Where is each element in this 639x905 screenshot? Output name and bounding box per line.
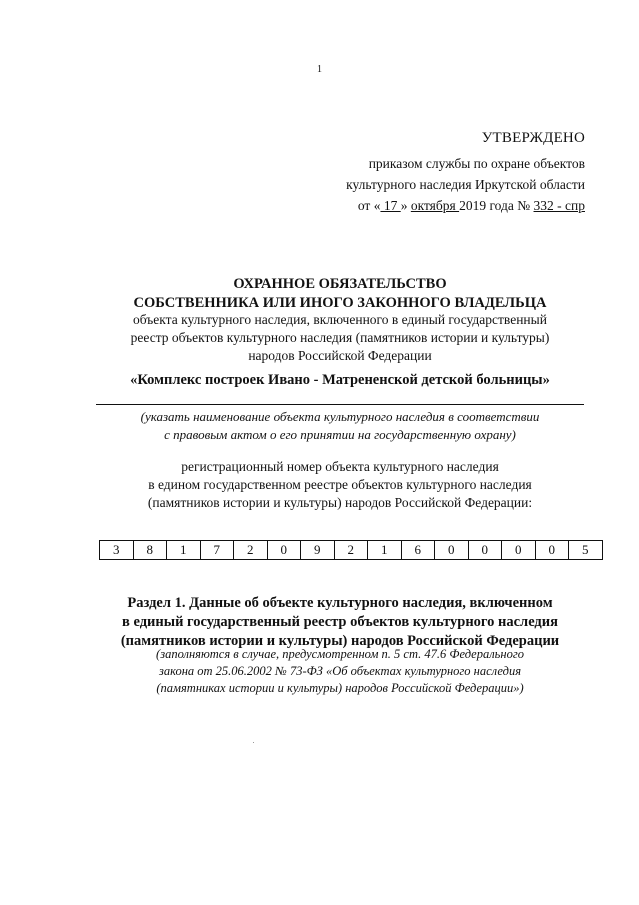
registration-line: регистрационный номер объекта культурного наследия <box>181 459 499 474</box>
document-heading <box>60 275 620 313</box>
subheading-line: народов Российской Федерации <box>248 348 432 363</box>
date-year: 2019 года № <box>459 198 534 213</box>
registration-digit: 7 <box>200 541 234 560</box>
approval-line: культурного наследия Иркутской области <box>346 177 585 192</box>
registration-line: в едином государственном реестре объектов культурного наследия <box>148 477 532 492</box>
section-title-line: (памятников истории и культуры) народов Российской Федерации <box>120 633 560 649</box>
registration-number-table <box>99 540 603 560</box>
heading-line: СОБСТВЕННИКА ИЛИ ИНОГО ЗАКОННОГО ВЛАДЕЛЬЦА <box>133 295 547 311</box>
registration-digit: 0 <box>435 541 469 560</box>
document-subheading <box>60 311 620 365</box>
registration-digit: 0 <box>267 541 301 560</box>
object-name-hint <box>60 408 620 444</box>
registration-digit: 0 <box>468 541 502 560</box>
registration-digit: 2 <box>234 541 268 560</box>
approval-title: УТВЕРЖДЕНО <box>481 130 585 146</box>
hint-line: с правовым актом о его принятии на государственную охрану) <box>164 427 516 442</box>
registration-digit: 1 <box>167 541 201 560</box>
approval-block <box>346 128 585 216</box>
hint-line: (указать наименование объекта культурного наследия в соответствии <box>140 409 540 424</box>
registration-digit: 9 <box>301 541 335 560</box>
registration-digit: 0 <box>535 541 569 560</box>
underline-rule <box>96 404 584 405</box>
registration-digit: 3 <box>100 541 134 560</box>
page-number: 1 <box>317 64 322 75</box>
registration-digit: 8 <box>133 541 167 560</box>
section-1-title <box>60 594 620 651</box>
section-title-line: в единый государственный реестр объектов культурного наследия <box>122 614 558 630</box>
registration-digit: 2 <box>334 541 368 560</box>
registration-line: (памятников истории и культуры) народов Российской Федерации: <box>147 495 533 510</box>
section-1-note <box>60 646 620 697</box>
registration-digit: 6 <box>401 541 435 560</box>
approval-line: приказом службы по охране объектов <box>368 156 585 171</box>
section-note-line: (заполняются в случае, предусмотренном п. 5 ст. 47.6 Федерального <box>156 647 524 661</box>
section-title-line: Раздел 1. Данные об объекте культурного наследия, включенном <box>127 595 553 611</box>
section-note-line: закона от 25.06.2002 № 73-ФЗ «Об объектах культурного наследия <box>158 664 522 678</box>
section-note-line: (памятниках истории и культуры) народов Российской Федерации») <box>156 681 524 695</box>
registration-digit: 0 <box>502 541 536 560</box>
subheading-line: объекта культурного наследия, включенного в единый государственный <box>133 312 547 327</box>
subheading-line: реестр объектов культурного наследия (памятников истории и культуры) <box>130 330 550 345</box>
date-day-close: » <box>400 198 411 213</box>
date-day: 17 <box>380 198 401 213</box>
scan-speck <box>253 742 254 743</box>
object-name: «Комплекс построек Ивано - Матрененской детской больницы» <box>130 372 550 388</box>
registration-digit: 1 <box>368 541 402 560</box>
approval-date <box>346 195 585 216</box>
order-number: 332 - спр <box>533 198 585 213</box>
registration-digit: 5 <box>569 541 603 560</box>
heading-line: ОХРАННОЕ ОБЯЗАТЕЛЬСТВО <box>233 276 447 292</box>
date-month: октября <box>410 198 460 213</box>
registration-text <box>60 458 620 512</box>
date-prefix: от « <box>357 198 381 213</box>
registration-number-row <box>100 541 603 560</box>
